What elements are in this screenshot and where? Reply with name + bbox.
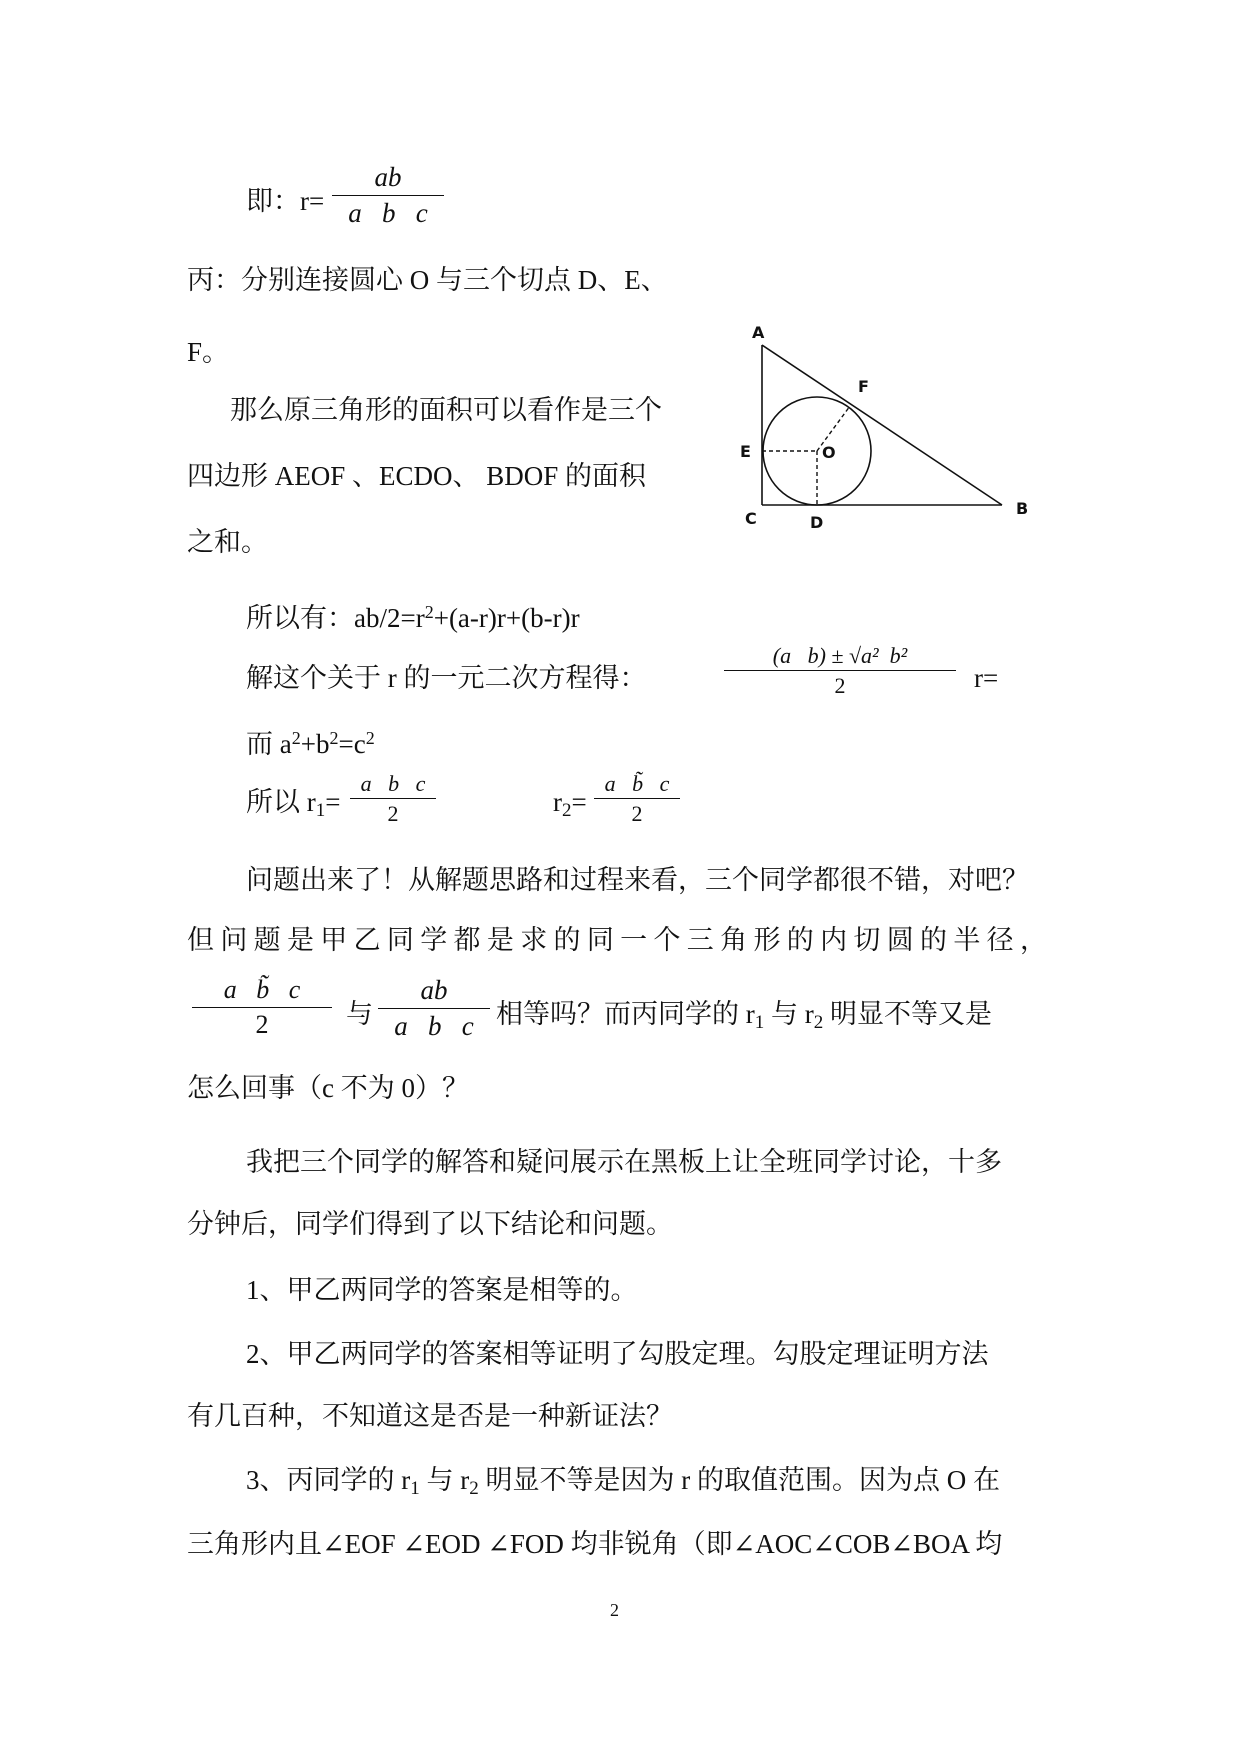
equation-area: 所以有：$ab/2=r^2+(a-r)r+(b-r)r$ [246, 602, 580, 633]
fraction-r1 [350, 771, 436, 827]
list-item: 3、丙同学的 $r_1$ 与 $r_2$ 明显不等是因为 r 的取值范围。因为点 O 在 [246, 1465, 1000, 1499]
fraction-r2-form [192, 975, 332, 1040]
fraction-bar [332, 195, 444, 196]
fraction-r2 [594, 771, 680, 827]
label-f: F [858, 377, 869, 396]
formula-r-prefix: 即：r= [246, 186, 325, 216]
text-line: 之和。 [187, 527, 268, 557]
fraction-bar [594, 798, 680, 799]
r2-label: $r_2=$ [553, 787, 587, 821]
label-c: C [745, 509, 757, 528]
fraction-denominator: 2 [387, 801, 399, 827]
incircle-triangle-figure [740, 318, 1040, 538]
text-line: F。 [187, 337, 230, 367]
text-line: 分钟后，同学们得到了以下结论和问题。 [187, 1209, 673, 1239]
text-line: 那么原三角形的面积可以看作是三个 [230, 395, 662, 425]
label-a: A [752, 323, 765, 342]
label-d: D [810, 513, 824, 532]
fraction-numerator: ab [374, 162, 402, 192]
text-line: 相等吗？而丙同学的 $r_1$ 与 $r_2$ 明显不等又是 [496, 999, 992, 1033]
text-line: 三角形内且∠EOF ∠EOD ∠FOD 均非锐角（即∠AOC∠COB∠BOA 均 [187, 1529, 1003, 1559]
text-line: 有几百种，不知道这是否是一种新证法？ [187, 1401, 673, 1431]
fraction-bar [350, 798, 436, 799]
page-number: 2 [610, 1600, 619, 1620]
text-line: 我把三个同学的解答和疑问展示在黑板上让全班同学讨论，十多 [246, 1147, 1002, 1177]
fraction-denominator: 2 [255, 1009, 269, 1039]
list-item: 1、甲乙两同学的答案是相等的。 [246, 1275, 638, 1305]
list-item: 2、甲乙两同学的答案相等证明了勾股定理。勾股定理证明方法 [246, 1339, 989, 1369]
text-line: 解这个关于 r 的一元二次方程得： [246, 663, 647, 693]
text-line: 问题出来了！从解题思路和过程来看，三个同学都很不错，对吧？ [246, 865, 1029, 895]
fraction-numerator: ab [420, 975, 448, 1005]
label-e: E [740, 442, 751, 461]
fraction-denominator: a b c [348, 198, 428, 229]
fraction-bar [192, 1007, 332, 1008]
text-r-equals: r= [974, 663, 999, 693]
fraction-denominator: 2 [631, 801, 643, 827]
fraction-bar [378, 1008, 490, 1009]
label-o: O [822, 443, 836, 462]
text-line: 但问题是甲乙同学都是求的同一个三角形的内切圆的半径， [187, 925, 1047, 955]
fraction-denominator: 2 [834, 673, 846, 699]
label-b: B [1016, 499, 1029, 518]
text-line: 丙：分别连接圆心 O 与三个切点 D、E、 [187, 265, 668, 295]
text-with: 与 [346, 999, 373, 1029]
fraction-denominator: a b c [394, 1011, 474, 1042]
fraction-bar [724, 670, 956, 671]
equation-pythagoras: 而 $a^2+b^2=c^2$ [246, 728, 375, 759]
triangle-side-ab [762, 345, 1002, 505]
fraction-quadratic-solution [724, 643, 956, 699]
text-line: 四边形 AEOF 、ECDO、 BDOF 的面积 [187, 461, 647, 491]
fraction-ab-over-abc [332, 162, 444, 229]
fraction-numerator: a b̃ c [223, 975, 301, 1004]
fraction-ab-over-abc [378, 975, 490, 1042]
fraction-numerator: a b c [360, 771, 426, 796]
fraction-numerator: (a b) ± √a² b² [772, 643, 908, 668]
text-line: 怎么回事（c 不为 0）？ [187, 1073, 469, 1103]
fraction-numerator: a b̃ c [604, 771, 670, 796]
r1-label: 所以 $r_1=$ [246, 787, 341, 821]
